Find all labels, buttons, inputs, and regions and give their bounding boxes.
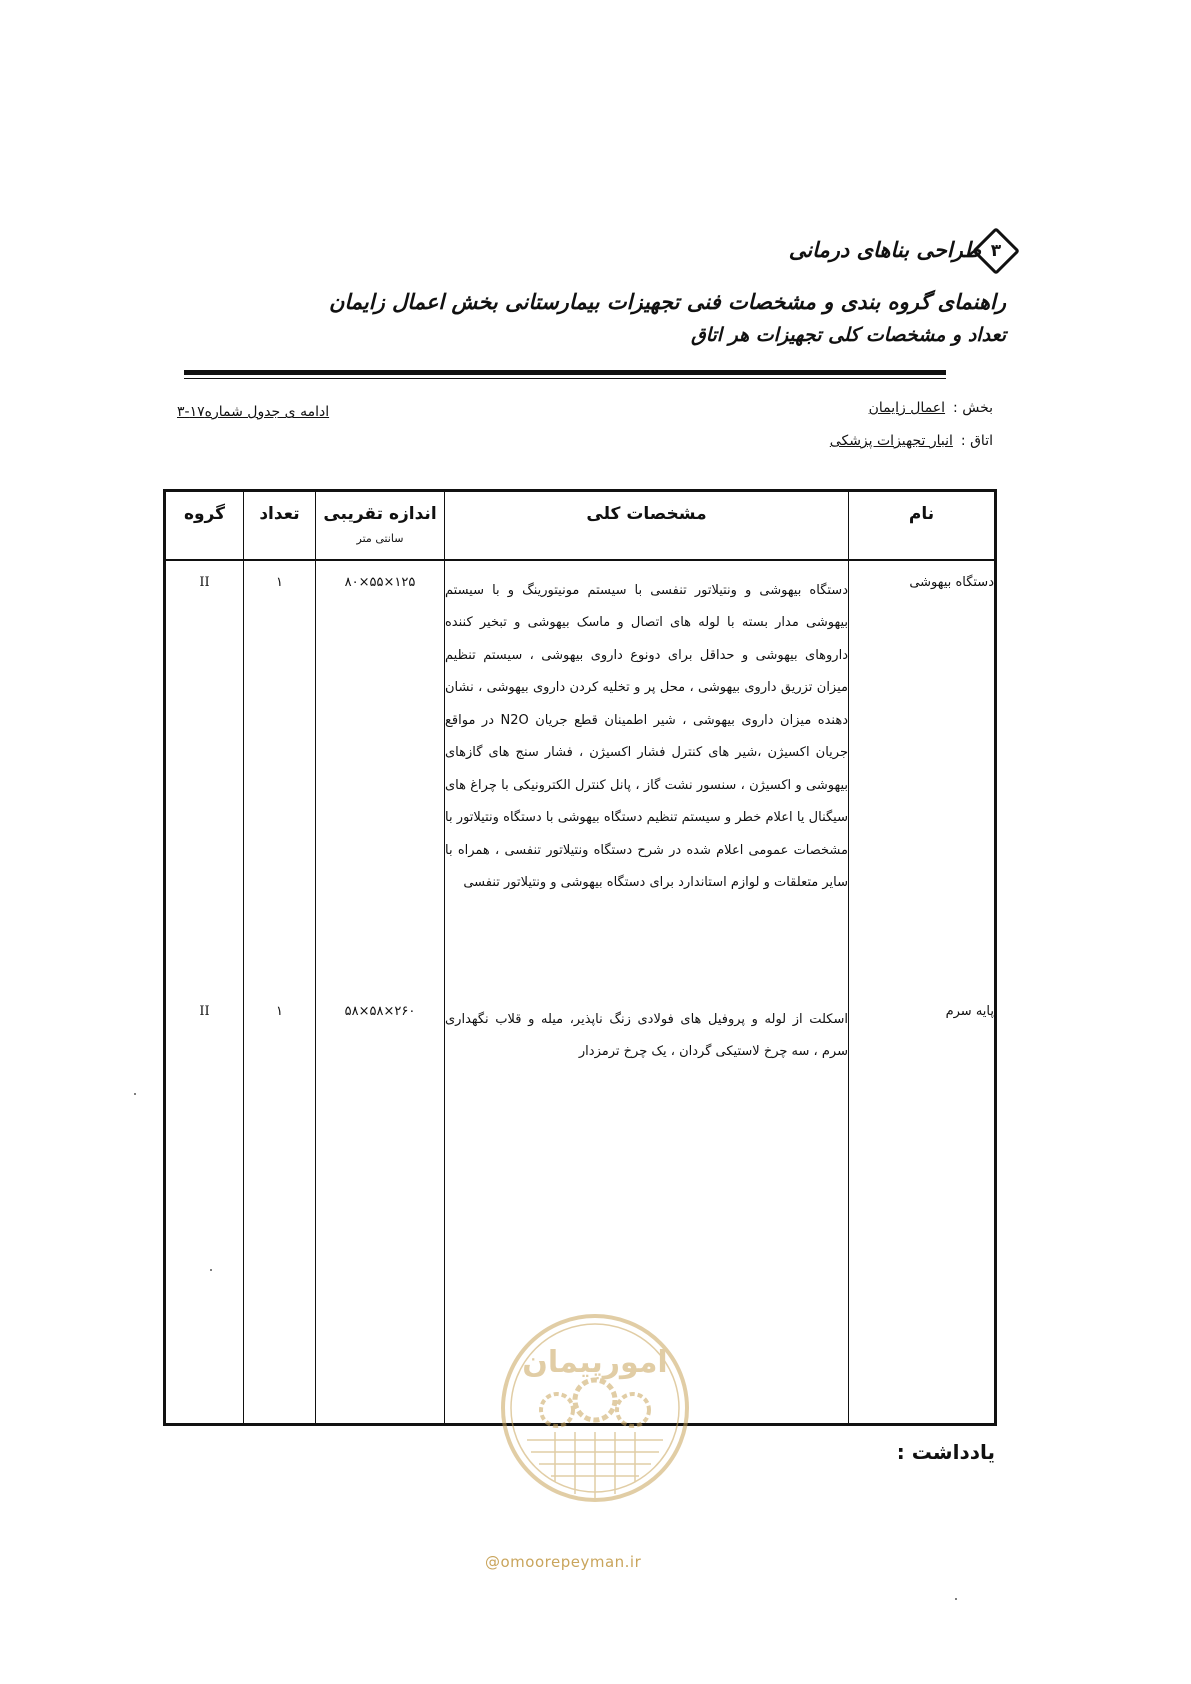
room-label: اتاق : [960,433,993,449]
header-group: گروه [165,491,244,560]
guide-title: راهنمای گروه بندی و مشخصات فنی تجهیزات بیمارستانی بخش اعمال زایمان [328,290,1006,314]
header-specs: مشخصات کلی [445,491,849,560]
row-specs: اسکلت از لوله و پروفیل های فولادی زنگ ناپذیر، میله و قلاب نگهداری سرم ، سه چرخ لاستیکی گردان ، یک چرخ ترمزدار [445,1011,848,1059]
notes-label: یادداشت : [896,1440,995,1464]
header-qty: تعداد [244,491,316,560]
room-value: انبار تجهیزات پزشکی [829,433,953,449]
row-size: ۸۰×۵۵×۱۲۵ [344,574,416,590]
qty-cell [244,560,316,1425]
scan-speck [955,1598,957,1600]
table-header-row [165,491,996,560]
header-divider [184,370,946,375]
header-name: نام [849,491,996,560]
watermark-url: @omoorepeyman.ir [485,1553,642,1571]
department-value: اعمال زایمان [868,400,946,416]
row-group: II [199,1003,210,1019]
watermark-logo-icon [495,1290,695,1570]
equipment-table [163,489,997,1426]
header-divider-thin [184,378,946,379]
section-title: تعداد و مشخصات کلی تجهیزات هر اتاق [690,324,1006,346]
row-qty: ۱ [276,1003,283,1019]
table-continuation-label: ادامه ی جدول شماره۱۷-۳ [177,404,330,420]
row-specs: دستگاه بیهوشی و ونتیلاتور تنفسی با سیستم مونیتورینگ و با سیستم بیهوشی مدار بسته با لوله های اتصال و ماسک بیهوشی و تبخیر کننده داروهای بیهوشی و حداقل برای دونوع داروی بیهوشی ، سیستم تنظیم میزان تزریق داروی بیهوشی ، محل پر و تخلیه کردن داروی بیهوشی ، نشان دهنده میزان داروی بیهوشی ، شیر اطمینان قطع جریان N2O در مواقع جریان اکسیژن ،شیر های کنترل فشار اکسیژن ، فشار سنج های گازهای بیهوشی و اکسیژن ، سنسور نشت گاز ، پانل کنترل الکترونیکی با چراغ های سیگنال یا اعلام خطر و سیستم تنظیم دستگاه بیهوشی با دستگاه ونتیلاتور با مشخصات عمومی اعلام شده در شرح دستگاه ونتیلاتور تنفسی ، همراه با سایر متعلقات و لوازم استاندارد برای دستگاه بیهوشی و ونتیلاتور تنفسی [445,582,848,890]
row-size: ۵۸×۵۸×۲۶۰ [344,1003,416,1019]
scan-speck [210,1269,212,1271]
series-title: طراحی بناهای درمانی [788,238,981,262]
series-number: ۳ [990,241,1002,261]
watermark-text: امورپیمان [522,1345,668,1380]
department-label: بخش : [953,400,993,416]
department-line [869,400,993,416]
name-cell [849,560,996,1425]
scan-speck [134,1093,136,1095]
row-name: پایه سرم [945,1003,994,1019]
row-qty: ۱ [276,574,283,590]
group-cell [165,560,244,1425]
size-cell [316,560,445,1425]
header-size-unit: سانتی متر [356,532,404,545]
row-name: دستگاه بیهوشی [909,574,994,590]
header-size-label: اندازه تقریبی [323,504,437,524]
header-size [316,491,445,560]
row-group: II [199,574,210,590]
series-number-badge [972,227,1020,275]
room-line [830,433,993,449]
